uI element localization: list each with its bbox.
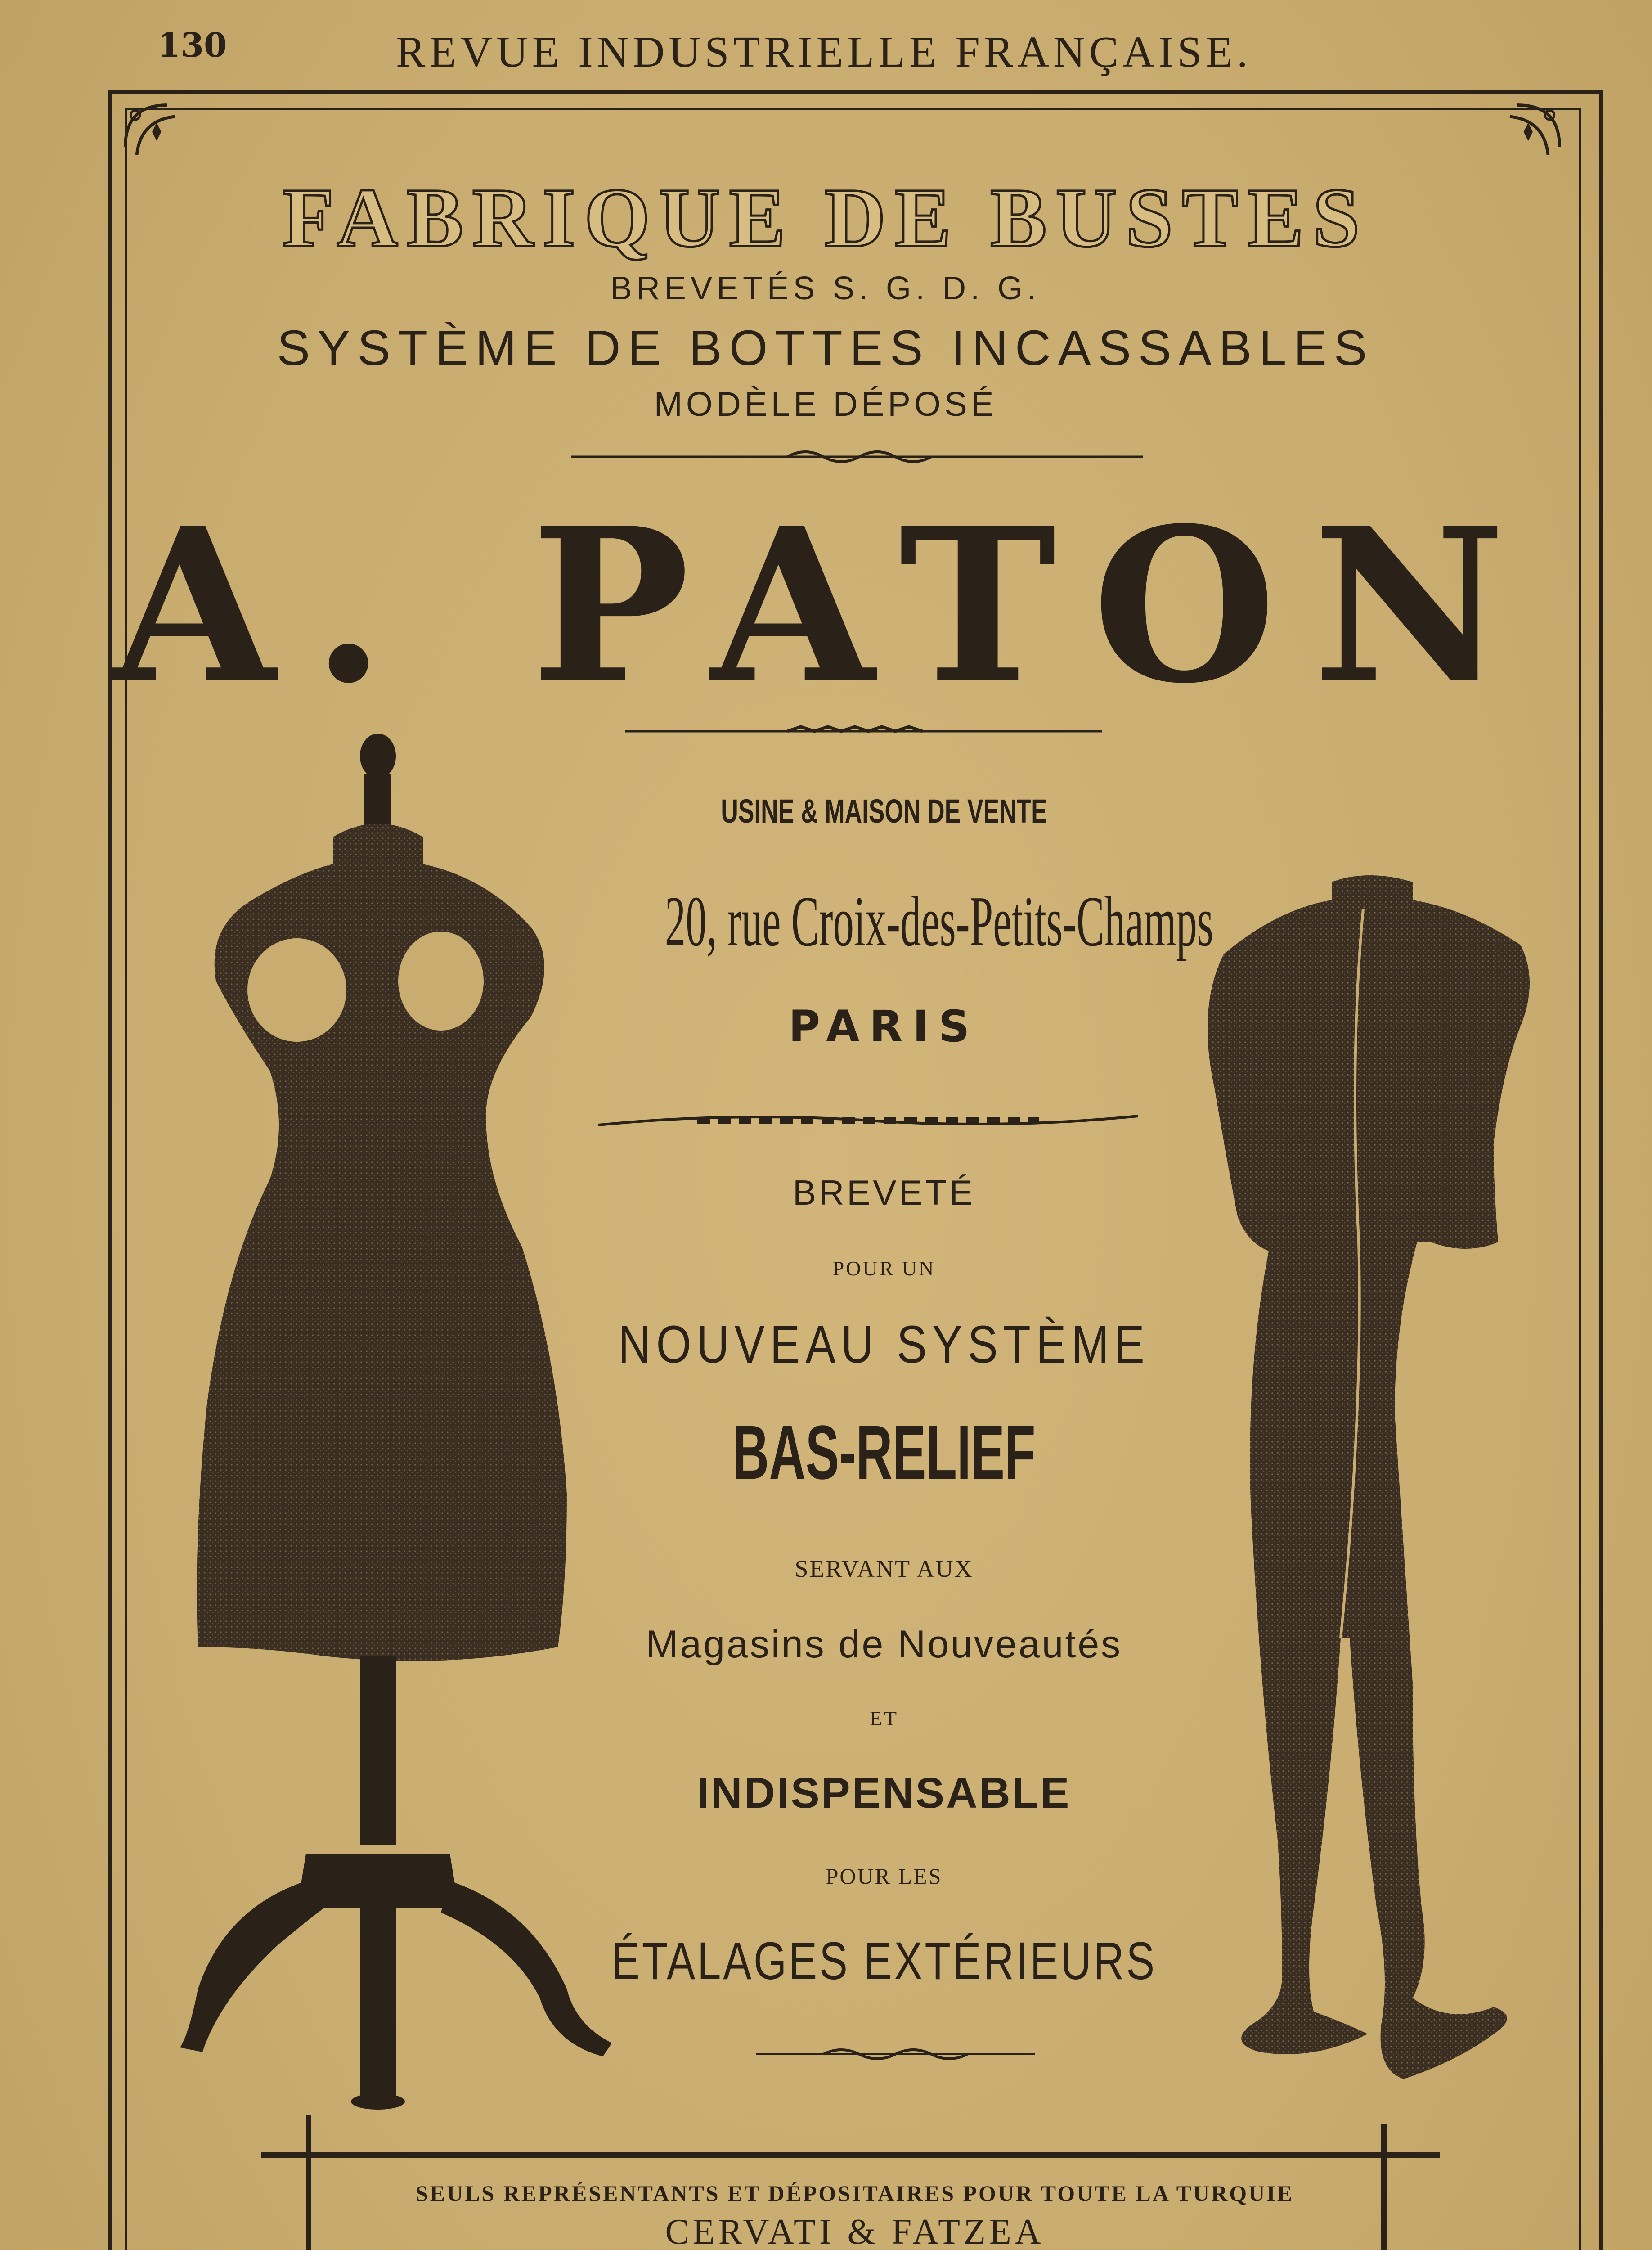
dress-form-illustration xyxy=(171,729,648,2115)
city-name: PARIS xyxy=(788,1001,980,1052)
ornamental-divider xyxy=(571,446,1143,468)
outdoor-displays-label: ÉTALAGES EXTÉRIEURS xyxy=(611,1931,1157,1991)
pour-un-label: POUR UN xyxy=(832,1257,936,1280)
mannequin-illustration xyxy=(1179,873,1566,2133)
boots-system: SYSTÈME DE BOTTES INCASSABLES xyxy=(277,320,1374,376)
registered-model: MODÈLE DÉPOSÉ xyxy=(654,385,997,423)
agent-name: CERVATI & FATZEA xyxy=(665,2212,1045,2250)
indispensable-label: INDISPENSABLE xyxy=(697,1769,1071,1817)
shops-label: Magasins de Nouveautés xyxy=(646,1623,1122,1666)
ornamental-divider xyxy=(625,722,1102,740)
agents-heading: SEULS REPRÉSENTANTS ET DÉPOSITAIRES POUR TOUTE LA TURQUIE xyxy=(415,2181,1294,2206)
maker-name: A. PATON xyxy=(112,482,1542,730)
ornamental-divider xyxy=(756,2043,1035,2066)
serving-label: SERVANT AUX xyxy=(795,1555,974,1582)
bas-relief-label: BAS-RELIEF xyxy=(732,1410,1036,1495)
new-system-label: NOUVEAU SYSTÈME xyxy=(618,1315,1150,1374)
corner-ornament-icon xyxy=(1487,101,1563,178)
patented-label: BREVETÉ xyxy=(792,1173,976,1212)
corner-ornament-icon xyxy=(121,101,198,178)
page-number: 130 xyxy=(157,26,227,65)
factory-label: USINE & MAISON DE VENTE xyxy=(721,792,1047,830)
journal-title: REVUE INDUSTRIELLE FRANÇAISE. xyxy=(396,28,1252,76)
ornamental-divider xyxy=(598,1107,1138,1134)
patent-note: BREVETÉS S. G. D. G. xyxy=(610,270,1041,306)
and-label: ET xyxy=(869,1707,899,1730)
street-address: 20, rue Croix-des-Petits-Champs xyxy=(664,881,1213,961)
pour-les-label: POUR LES xyxy=(826,1863,943,1889)
advert-heading: FABRIQUE DE BUSTES xyxy=(282,171,1369,265)
